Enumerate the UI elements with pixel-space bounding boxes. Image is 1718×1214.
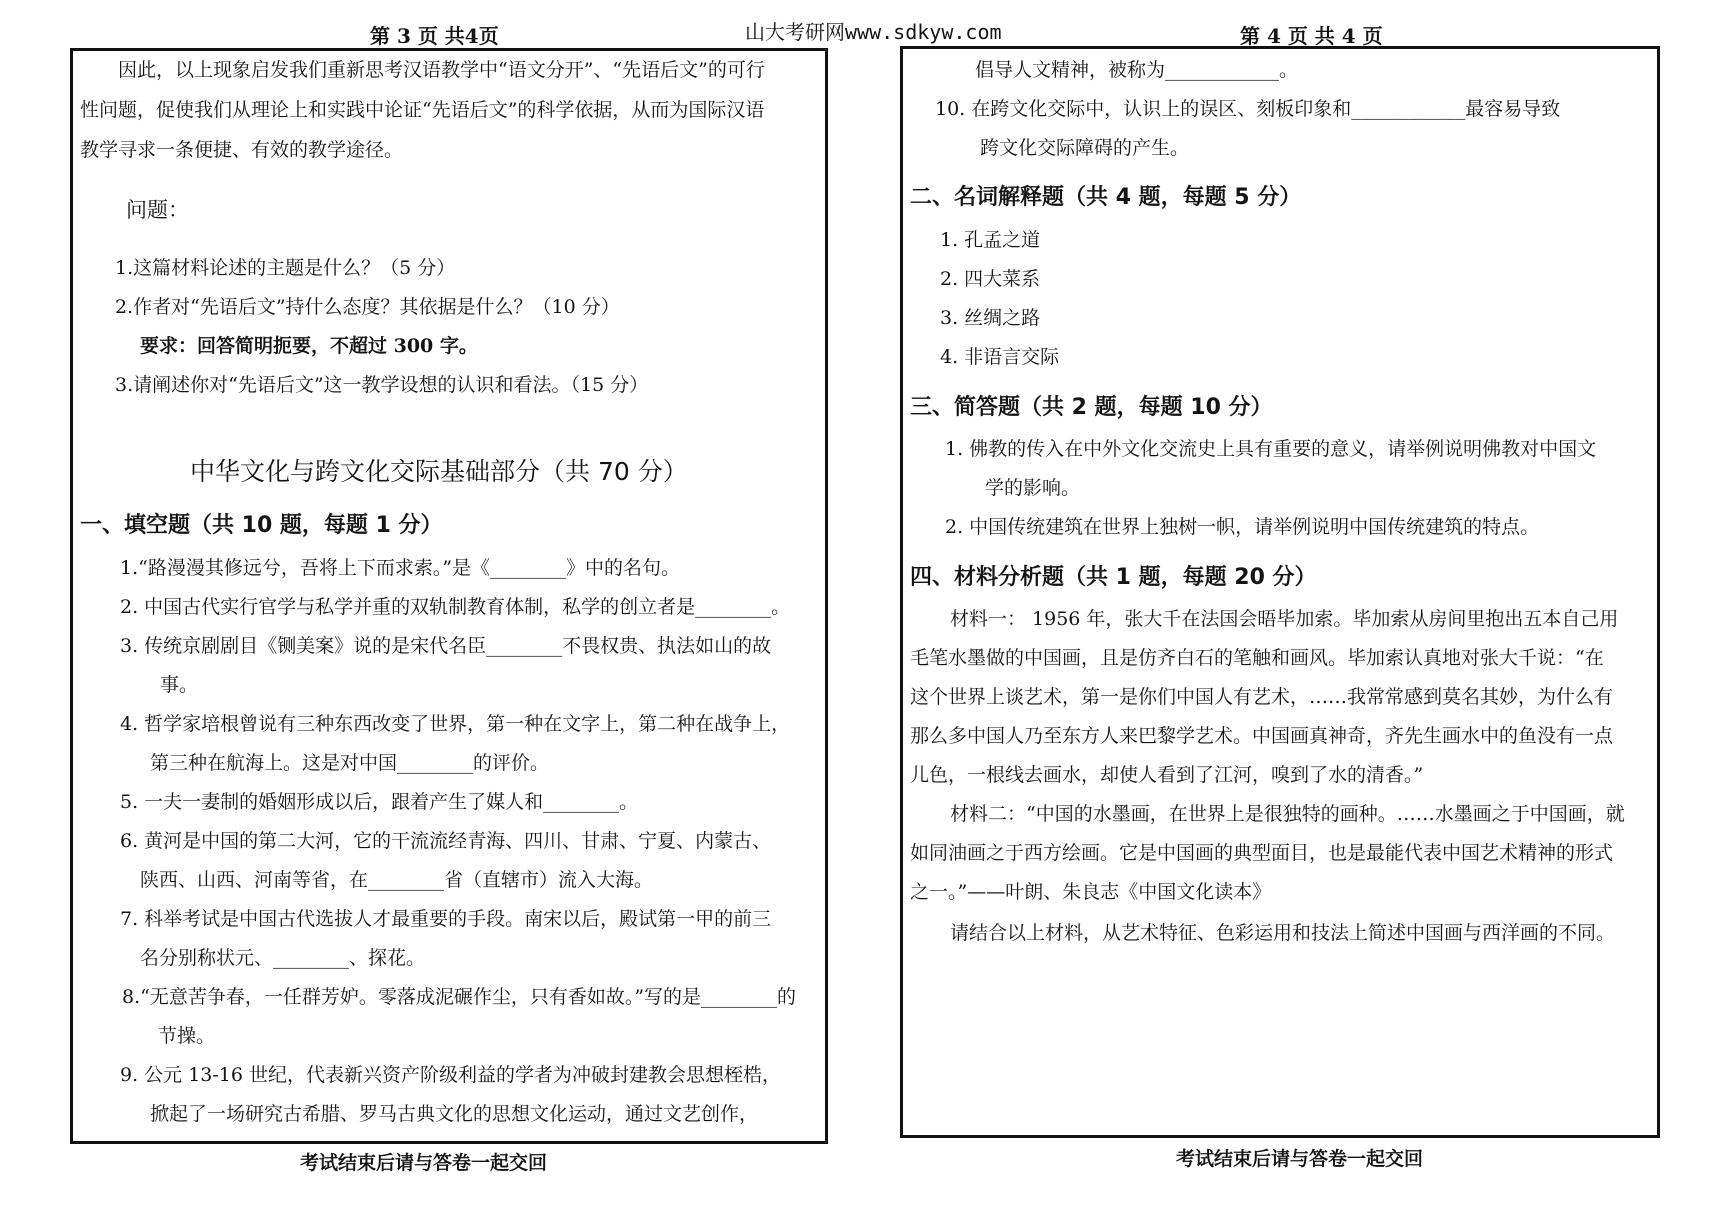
fill-6: 6. 黄河是中国的第二大河，它的干流流经青海、四川、甘肃、宁夏、内蒙古、 — [120, 830, 772, 852]
short-1: 1. 佛教的传入在中外文化交流史上具有重要的意义，请举例说明佛教对中国文 — [945, 438, 1597, 460]
left-footer-note: 考试结束后请与答卷一起交回 — [300, 1152, 548, 1174]
question-3: 3.请阐述你对“先语后文”这一教学设想的认识和看法。（15 分） — [115, 374, 649, 396]
fill-7: 7. 科举考试是中国古代选拔人才最重要的手段。南宋以后，殿试第一甲的前三 — [120, 908, 772, 930]
fill-4: 4. 哲学家培根曾说有三种东西改变了世界，第一种在文字上，第二种在战争上， — [120, 713, 791, 735]
term-2: 2. 四大菜系 — [940, 268, 1041, 290]
term-4: 4. 非语言交际 — [940, 346, 1060, 368]
questions-label: 问题： — [126, 198, 189, 222]
fill-9-cont: 掀起了一场研究古希腊、罗马古典文化的思想文化运动，通过文艺创作， — [150, 1103, 759, 1125]
term-1: 1. 孔孟之道 — [940, 229, 1041, 251]
section-2-heading: 二、名词解释题（共 4 题，每题 5 分） — [910, 185, 1302, 210]
short-2: 2. 中国传统建筑在世界上独树一帜，请举例说明中国传统建筑的特点。 — [945, 516, 1540, 538]
right-footer-note: 考试结束后请与答卷一起交回 — [1176, 1148, 1424, 1170]
section-1-heading: 一、填空题（共 10 题，每题 1 分） — [80, 513, 443, 538]
left-page-number: 第 3 页 共4页 — [370, 24, 499, 48]
material-prompt: 请结合以上材料，从艺术特征、色彩运用和技法上简述中国画与西洋画的不同。 — [950, 922, 1616, 944]
material-line-6: 材料二：“中国的水墨画，在世界上是很独特的画种。……水墨画之于中国画，就 — [950, 803, 1625, 825]
question-1: 1.这篇材料论述的主题是什么？（5 分） — [115, 257, 456, 279]
answer-requirement: 要求：回答简明扼要，不超过 300 字。 — [140, 335, 478, 357]
right-page-number: 第 4 页 共 4 页 — [1240, 24, 1383, 48]
material-line-1: 材料一： 1956 年，张大千在法国会晤毕加索。毕加索从房间里抱出五本自己用 — [950, 608, 1619, 630]
question-2: 2.作者对“先语后文”持什么态度？其依据是什么？（10 分） — [115, 296, 620, 318]
fill-8-cont: 节操。 — [158, 1025, 216, 1047]
site-watermark: 山大考研网www.sdkyw.com — [745, 20, 1002, 44]
fill-8: 8.“无意苦争春，一任群芳妒。零落成泥碾作尘，只有香如故。”写的是________的 — [122, 986, 797, 1008]
short-1-cont: 学的影响。 — [985, 477, 1081, 499]
fill-2: 2. 中国古代实行官学与私学并重的双轨制教育体制，私学的创立者是________。 — [120, 596, 791, 618]
intro-line-2: 性问题，促使我们从理论上和实践中论证“先语后文”的科学依据，从而为国际汉语 — [80, 99, 765, 121]
section-3-heading: 三、简答题（共 2 题，每题 10 分） — [910, 395, 1273, 420]
fill-10: 10. 在跨文化交际中，认识上的误区、刻板印象和____________最容易导致 — [935, 98, 1561, 120]
fill-3: 3. 传统京剧剧目《铡美案》说的是宋代名臣________不畏权贵、执法如山的故 — [120, 635, 772, 657]
section-4-heading: 四、材料分析题（共 1 题，每题 20 分） — [910, 565, 1317, 590]
fill-4-cont: 第三种在航海上。这是对中国________的评价。 — [150, 752, 550, 774]
fill-6-cont: 陕西、山西、河南等省，在________省（直辖市）流入大海。 — [140, 869, 654, 891]
intro-line-3: 教学寻求一条便捷、有效的教学途径。 — [80, 139, 404, 161]
intro-line-1: 因此，以上现象启发我们重新思考汉语教学中“语文分开”、“先语后文”的可行 — [118, 59, 765, 81]
material-line-4: 那么多中国人乃至东方人来巴黎学艺术。中国画真神奇，齐先生画水中的鱼没有一点 — [910, 725, 1614, 747]
material-line-3: 这个世界上谈艺术，第一是你们中国人有艺术，……我常常感到莫名其妙，为什么有 — [910, 686, 1614, 708]
fill-1: 1.“路漫漫其修远兮，吾将上下而求索。”是《________》中的名句。 — [120, 557, 681, 579]
fill-5: 5. 一夫一妻制的婚姻形成以后，跟着产生了媒人和________。 — [120, 791, 639, 813]
material-line-2: 毛笔水墨做的中国画，且是仿齐白石的笔触和画风。毕加索认真地对张大千说：“在 — [910, 647, 1604, 669]
part-title: 中华文化与跨文化交际基础部分（共 70 分） — [190, 457, 688, 486]
material-line-7: 如同油画之于西方绘画。它是中国画的典型面目，也是最能代表中国艺术精神的形式 — [910, 842, 1614, 864]
fill-7-cont: 名分别称状元、________、探花。 — [140, 947, 426, 969]
fill-3-cont: 事。 — [160, 674, 199, 696]
term-3: 3. 丝绸之路 — [940, 307, 1041, 329]
fill-9: 9. 公元 13-16 世纪，代表新兴资产阶级利益的学者为冲破封建教会思想桎梏， — [120, 1064, 782, 1086]
material-line-8: 之一。”——叶朗、朱良志《中国文化读本》 — [910, 881, 1272, 903]
fill-10-cont: 跨文化交际障碍的产生。 — [980, 137, 1190, 159]
material-line-5: 儿色，一根线去画水，却使人看到了江河，嗅到了水的清香。” — [910, 764, 1424, 786]
fill-9-end: 倡导人文精神，被称为____________。 — [975, 59, 1299, 81]
